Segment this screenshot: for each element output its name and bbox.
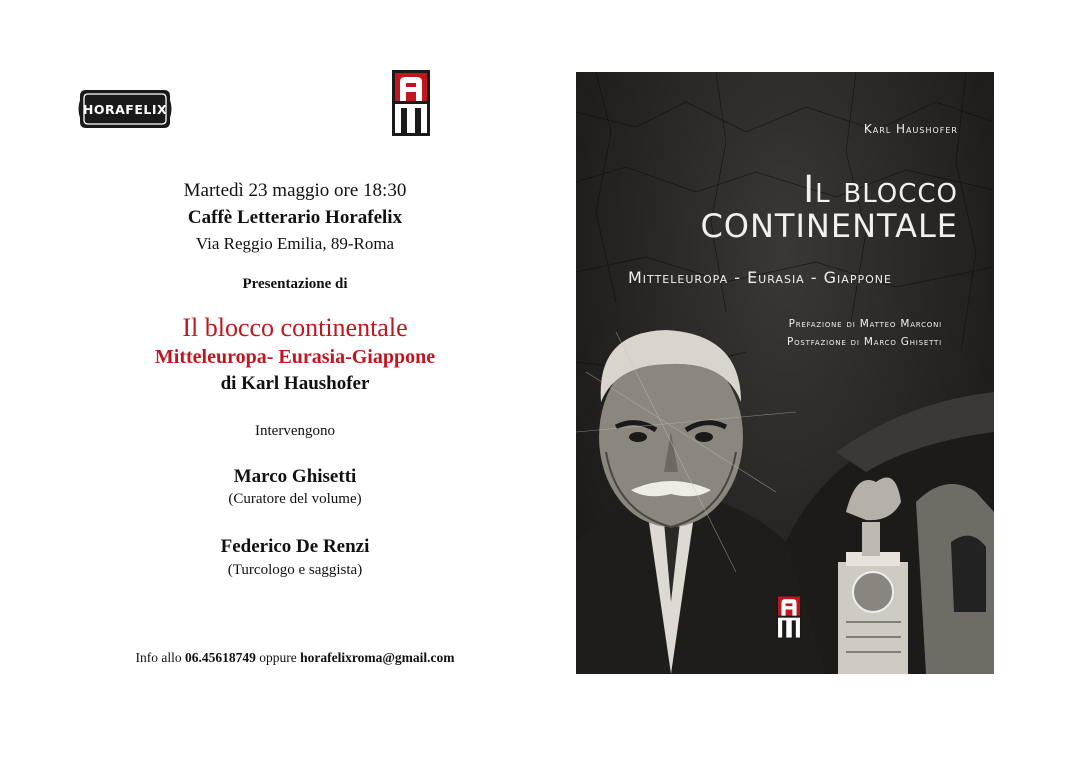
speaker-role: (Turcologo e saggista) bbox=[227, 562, 363, 578]
contact-info bbox=[86, 650, 504, 666]
info-middle: oppure bbox=[259, 650, 297, 665]
horafelix-logo-icon bbox=[76, 86, 174, 132]
event-address: Via Reggio Emilia, 89-Roma bbox=[195, 234, 395, 253]
cover-title-line1: Il blocco bbox=[803, 168, 958, 211]
horafelix-logo-text: HORAFELIX bbox=[82, 102, 168, 117]
publisher-ar-logo-icon bbox=[392, 70, 430, 136]
event-venue: Caffè Letterario Horafelix bbox=[187, 207, 403, 228]
speaker-name: Federico De Renzi bbox=[220, 536, 370, 557]
presentation-label: Presentazione di bbox=[242, 276, 348, 292]
cover-preface: Prefazione di Matteo Marconi bbox=[788, 318, 942, 330]
cover-publisher-logo-icon bbox=[776, 587, 802, 647]
speaker-name: Marco Ghisetti bbox=[233, 466, 357, 487]
contact-phone[interactable]: 06.45618749 bbox=[184, 650, 256, 665]
cover-title-line2: CONTINENTALE bbox=[700, 207, 958, 245]
train-illustration bbox=[838, 478, 908, 675]
author-prefix: di bbox=[220, 373, 237, 394]
author-name: Karl Haushofer bbox=[241, 373, 370, 394]
speakers-label: Intervengono bbox=[255, 423, 335, 439]
contact-email[interactable]: horafelixroma@gmail.com bbox=[300, 650, 455, 665]
book-subtitle: Mitteleuropa- Eurasia-Giappone bbox=[154, 346, 436, 368]
cover-author: Karl Haushofer bbox=[863, 122, 958, 136]
speaker-role: (Curatore del volume) bbox=[228, 491, 362, 507]
cover-illustration bbox=[576, 72, 994, 674]
cover-postface: Postfazione di Marco Ghisetti bbox=[786, 336, 942, 348]
book-title: Il blocco continentale bbox=[182, 313, 408, 342]
book-author bbox=[90, 373, 500, 395]
book-cover bbox=[576, 72, 994, 674]
info-prefix: Info allo bbox=[135, 650, 182, 665]
cover-subtitle: Mitteleuropa - Eurasia - Giappone bbox=[628, 268, 892, 287]
event-date-time: Martedì 23 maggio ore 18:30 bbox=[183, 180, 407, 201]
